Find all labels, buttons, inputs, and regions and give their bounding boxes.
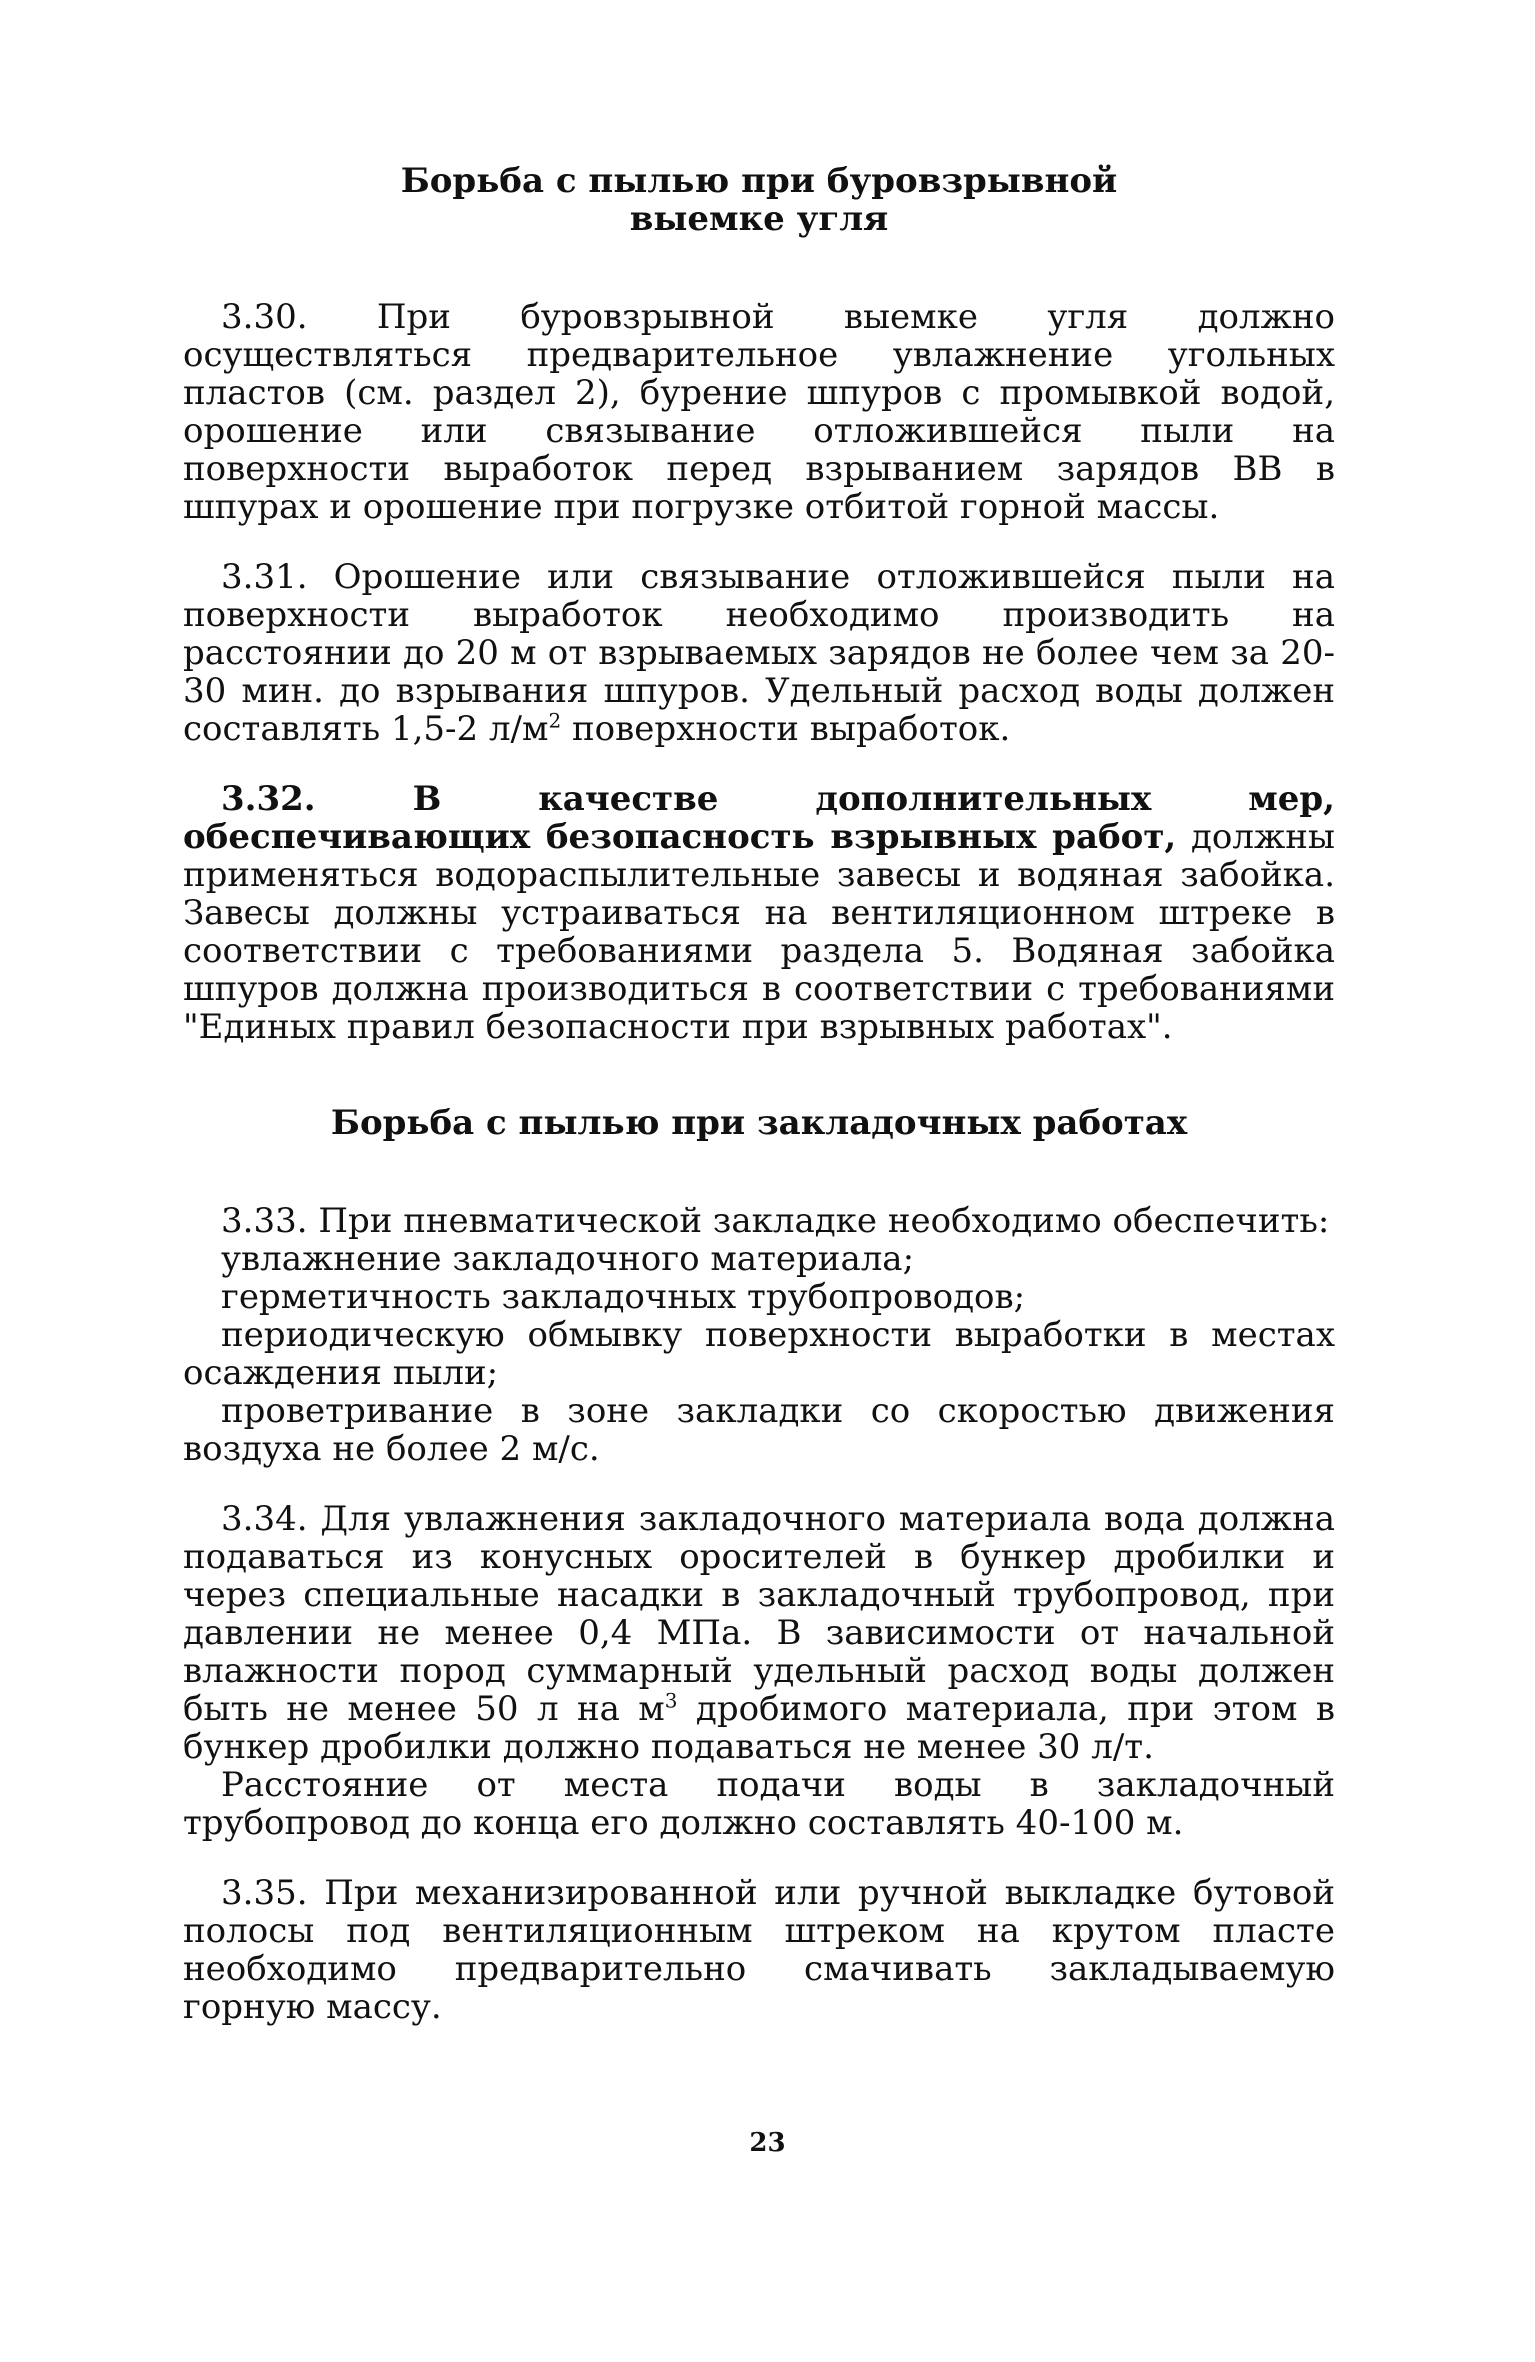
- paragraph-3-31: [183, 558, 1335, 748]
- paragraph-3-31-end: поверхности выработок.: [561, 709, 1011, 749]
- heading-line-1: Борьба с пылью при буровзрывной: [400, 161, 1118, 201]
- section-heading-blasting: [183, 162, 1335, 238]
- paragraph-3-35: 3.35. При механизированной или ручной выкладке бутовой полосы под вентиляционным штреком на крутом пласте необходимо предварительно смачивать закладываемую горную массу.: [183, 1873, 1335, 2027]
- superscript-cubed: 3: [664, 1688, 678, 1713]
- list-item: герметичность закладочных трубопроводов;: [221, 1277, 1026, 1317]
- list-item: увлажнение закладочного материала;: [221, 1239, 915, 1279]
- paragraph-3-30: 3.30. При буровзрывной выемке угля должно осуществляться предварительное увлажнение угольных пластов (см. раздел 2), бурение шпуров с промывкой водой, орошение или связывание отложившейся пыли на поверхности выработок перед взрыванием зарядов ВВ в шпурах и орошение при погрузке отбитой горной массы.: [183, 297, 1335, 527]
- paragraph-3-34-end: дробимого материала, при этом в бункер дробилки должно подаваться не менее 30 л/т.: [183, 1689, 1335, 1767]
- page-number: 23: [749, 2128, 786, 2158]
- superscript-squared: 2: [548, 708, 562, 733]
- paragraph-3-33-intro: 3.33. При пневматической закладке необходимо обеспечить:: [221, 1201, 1330, 1241]
- paragraph-3-32-text: должны применяться водораспылительные завесы и водяная забойка. Завесы должны устраиваться на вентиляционном штреке в соответствии с требованиями раздела 5. Водяная забойка шпуров должна производиться в соответствии с требованиями "Единых правил безопасности при взрывных работах".: [183, 817, 1335, 1047]
- paragraph-3-34-text: 3.34. Для увлажнения закладочного материала вода должна подаваться из конусных оросителей в бункер дробилки и через специальные насадки в закладочный трубопровод, при давлении не менее 0,4 МПа. В зависимости от начальной влажности пород суммарный удельный расход воды должен быть не менее 50 л на м: [183, 1499, 1335, 1729]
- document-page: [183, 150, 1335, 2026]
- paragraph-3-34: [183, 1500, 1335, 1766]
- paragraph-3-32-bold-lead: 3.32. В качестве дополнительных мер, обеспечивающих безопасность взрывных работ,: [183, 779, 1335, 857]
- paragraph-3-34-continuation: Расстояние от места подачи воды в закладочный трубопровод до конца его должно составлять 40-100 м.: [183, 1765, 1335, 1843]
- paragraph-3-31-text: 3.31. Орошение или связывание отложившейся пыли на поверхности выработок необходимо производить на расстоянии до 20 м от взрываемых зарядов не более чем за 20-30 мин. до взрывания шпуров. Удельный расход воды должен составлять 1,5-2 л/м: [183, 557, 1335, 749]
- section-heading-backfill: Борьба с пылью при закладочных работах: [330, 1103, 1188, 1143]
- heading-line-2: выемке угля: [629, 199, 889, 239]
- list-item: проветривание в зоне закладки со скоростью движения воздуха не более 2 м/с.: [183, 1391, 1335, 1469]
- list-item: периодическую обмывку поверхности выработки в местах осаждения пыли;: [183, 1315, 1335, 1393]
- paragraph-3-32: [183, 780, 1335, 1046]
- requirements-list: [183, 1240, 1335, 1468]
